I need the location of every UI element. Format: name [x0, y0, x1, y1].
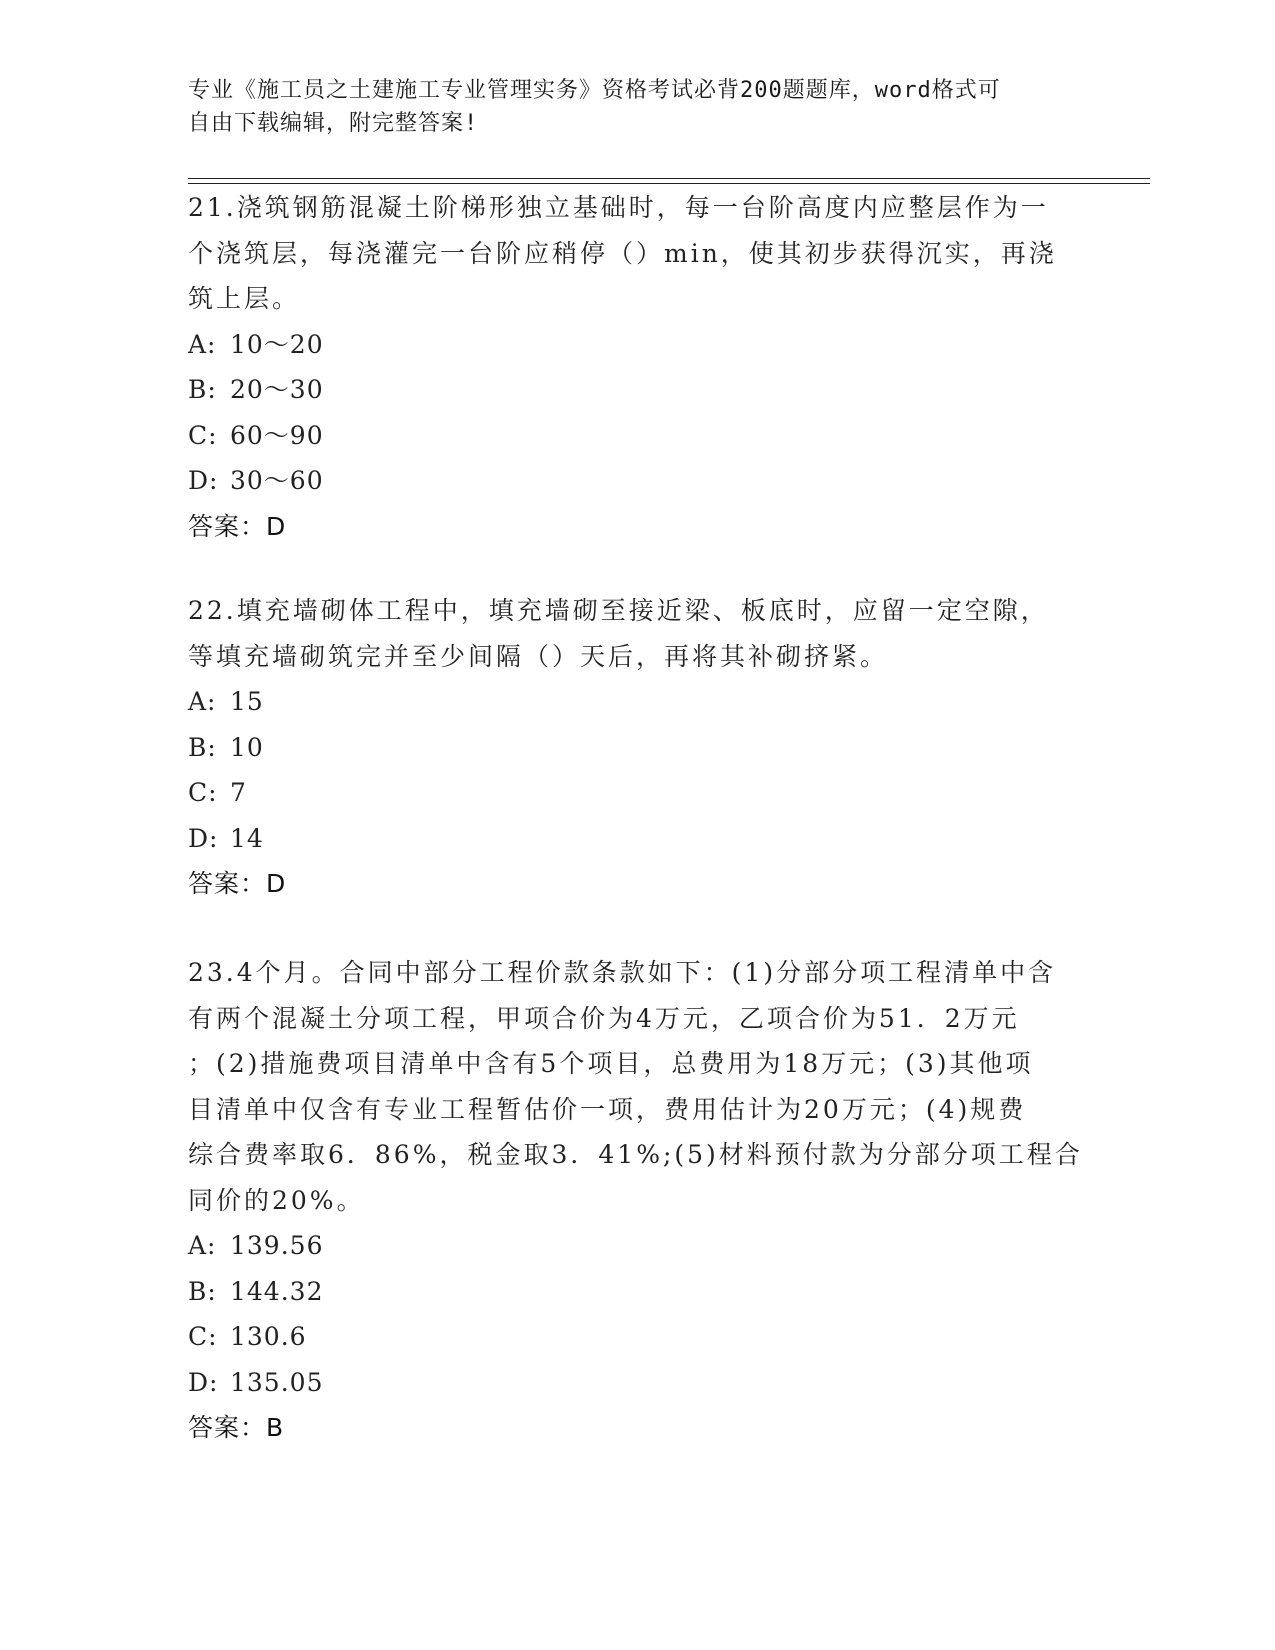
option-text: 7	[230, 778, 247, 807]
question-stem-line: 等填充墙砌筑完并至少间隔（）天后，再将其补砌挤紧。	[188, 641, 889, 671]
option-a	[188, 322, 1088, 368]
question-stem-line: 22.填充墙砌体工程中，填充墙砌至接近梁、板底时，应留一定空隙，	[188, 596, 1049, 625]
question-stem-line: 目清单中仅含有专业工程暂估价一项，费用估计为20万元；(4)规费	[188, 1094, 1027, 1124]
option-text: 60～90	[230, 420, 324, 450]
question-stem-line: 21.浇筑钢筋混凝土阶梯形独立基础时，每一台阶高度内应整层作为一	[188, 193, 1049, 222]
option-c	[188, 770, 1088, 816]
option-label: C:	[188, 1322, 218, 1351]
question-stem-line: 同价的20%。	[188, 1185, 365, 1215]
option-label: B:	[188, 375, 217, 404]
option-text: 139.56	[230, 1231, 324, 1260]
header-line-2: 自由下载编辑，附完整答案!	[188, 111, 479, 136]
option-d	[188, 1360, 1088, 1406]
option-label: C:	[188, 420, 218, 450]
option-text: 135.05	[230, 1367, 324, 1397]
option-c	[188, 1314, 1088, 1360]
question-stem-line: 有两个混凝土分项工程，甲项合价为4万元，乙项合价为51．2万元	[188, 1003, 1020, 1033]
option-text: 15	[230, 687, 264, 716]
option-d	[188, 816, 1088, 862]
option-label: A:	[188, 1231, 217, 1260]
document-header	[188, 74, 1068, 140]
option-text: 14	[230, 823, 264, 853]
option-label: B:	[188, 732, 217, 762]
option-text: 30～60	[230, 466, 324, 495]
question-21	[188, 185, 1088, 549]
option-label: B:	[188, 1276, 217, 1306]
option-c	[188, 413, 1088, 459]
option-text: 130.6	[230, 1322, 307, 1351]
option-b	[188, 1269, 1088, 1315]
question-stem-line: 个浇筑层，每浇灌完一台阶应稍停（）min，使其初步获得沉实，再浇	[188, 238, 1057, 268]
answer: 答案：D	[188, 869, 287, 898]
header-divider-bottom	[188, 183, 1150, 184]
option-label: A:	[188, 329, 217, 359]
option-b	[188, 725, 1088, 771]
option-d	[188, 458, 1088, 504]
option-a	[188, 1223, 1088, 1269]
header-divider-top	[188, 178, 1150, 179]
option-label: C:	[188, 778, 218, 807]
option-text: 10	[230, 732, 264, 762]
answer: 答案：D	[188, 511, 287, 541]
option-label: D:	[188, 1367, 219, 1397]
header-line-1: 专业《施工员之土建施工专业管理实务》资格考试必背200题题库，word格式可	[188, 78, 1001, 103]
question-stem-line: 筑上层。	[188, 284, 301, 313]
question-23	[188, 950, 1088, 1451]
option-label: D:	[188, 823, 219, 853]
question-stem-line: ；(2)措施费项目清单中含有5个项目，总费用为18万元；(3)其他项	[188, 1049, 1034, 1078]
option-text: 10～20	[230, 329, 324, 359]
option-a	[188, 679, 1088, 725]
option-label: D:	[188, 466, 219, 495]
question-stem-line: 23.4个月。合同中部分工程价款条款如下：(1)分部分项工程清单中含	[188, 958, 1057, 987]
question-22	[188, 588, 1088, 907]
option-label: A:	[188, 687, 217, 716]
option-text: 144.32	[230, 1276, 324, 1306]
option-text: 20～30	[230, 375, 324, 404]
option-b	[188, 367, 1088, 413]
question-stem-line: 综合费率取6．86%，税金取3．41%;(5)材料预付款为分部分项工程合	[188, 1140, 1083, 1169]
answer: 答案：B	[188, 1413, 285, 1442]
